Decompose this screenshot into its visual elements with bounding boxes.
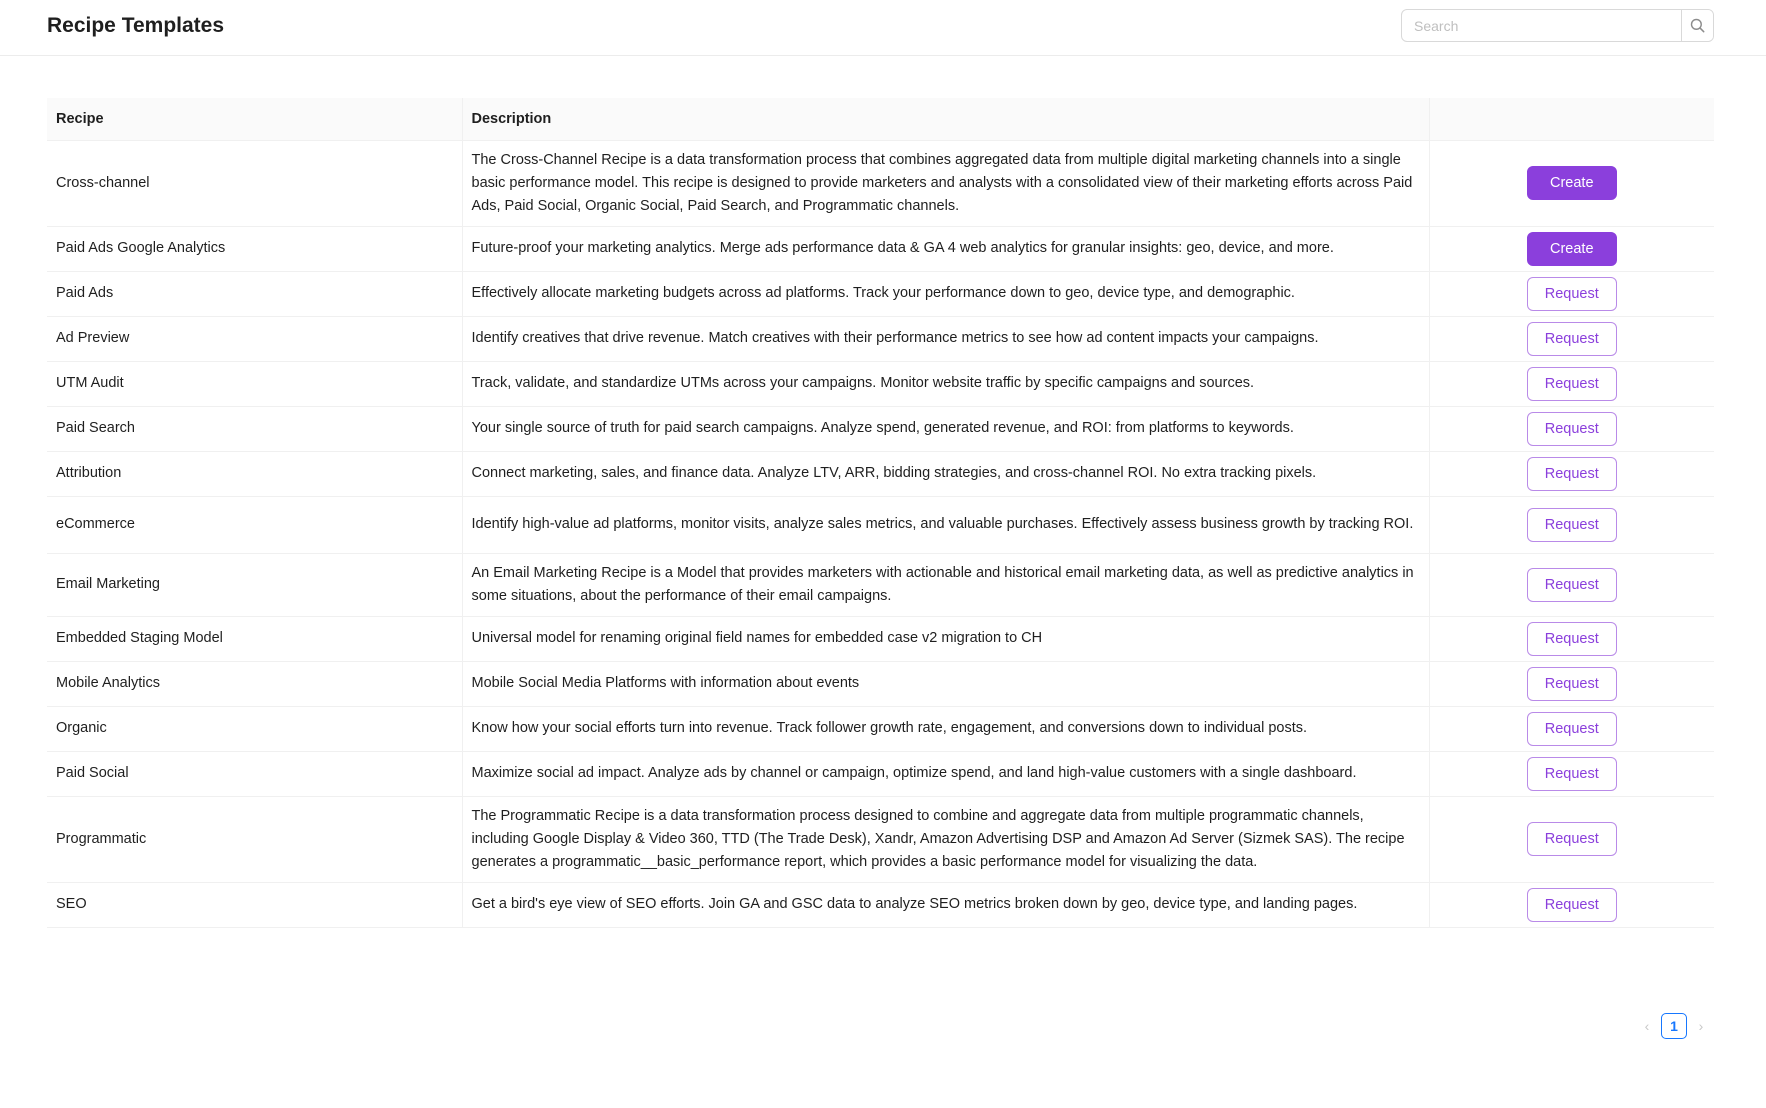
table-row	[47, 616, 1714, 661]
recipe-name: Paid Search	[47, 406, 462, 451]
table-row	[47, 316, 1714, 361]
page-header	[0, 0, 1766, 56]
table-row	[47, 661, 1714, 706]
recipe-description: Get a bird's eye view of SEO efforts. Join GA and GSC data to analyze SEO metrics broken down by geo, device type, and landing pages.	[462, 882, 1429, 927]
recipe-name: Ad Preview	[47, 316, 462, 361]
recipe-table	[47, 98, 1714, 928]
search-box	[1401, 9, 1714, 42]
recipe-description: The Cross-Channel Recipe is a data transformation process that combines aggregated data from multiple digital marketing channels into a single basic performance model. This recipe is designed to provide marketers and analysts with a consolidated view of their marketing efforts across Paid Ads, Paid Social, Organic Social, Paid Search, and Programmatic channels.	[462, 140, 1429, 226]
recipe-name: eCommerce	[47, 496, 462, 553]
search-icon	[1690, 18, 1705, 33]
request-button[interactable]: Request	[1527, 712, 1617, 746]
request-button[interactable]: Request	[1527, 322, 1617, 356]
recipe-name: UTM Audit	[47, 361, 462, 406]
recipe-description: Effectively allocate marketing budgets across ad platforms. Track your performance down to geo, device type, and demographic.	[462, 271, 1429, 316]
recipe-name: Cross-channel	[47, 140, 462, 226]
request-button[interactable]: Request	[1527, 757, 1617, 791]
recipe-name: Paid Ads Google Analytics	[47, 226, 462, 271]
table-row	[47, 496, 1714, 553]
action-cell	[1429, 140, 1714, 226]
pagination	[1641, 1013, 1707, 1039]
table-row	[47, 751, 1714, 796]
page-title: Recipe Templates	[47, 14, 225, 37]
request-button[interactable]: Request	[1527, 888, 1617, 922]
table-row	[47, 706, 1714, 751]
table-row	[47, 451, 1714, 496]
recipe-name: Mobile Analytics	[47, 661, 462, 706]
table-row	[47, 406, 1714, 451]
action-cell	[1429, 451, 1714, 496]
table-row	[47, 796, 1714, 882]
recipe-description: Track, validate, and standardize UTMs across your campaigns. Monitor website traffic by specific campaigns and sources.	[462, 361, 1429, 406]
recipe-description: Connect marketing, sales, and finance data. Analyze LTV, ARR, bidding strategies, and cross-channel ROI. No extra tracking pixels.	[462, 451, 1429, 496]
table-row	[47, 361, 1714, 406]
recipe-description: Identify creatives that drive revenue. Match creatives with their performance metrics to see how ad content impacts your campaigns.	[462, 316, 1429, 361]
recipe-name: Attribution	[47, 451, 462, 496]
search-input[interactable]	[1402, 10, 1681, 41]
pagination-page-1[interactable]: 1	[1661, 1013, 1687, 1039]
recipe-description: An Email Marketing Recipe is a Model that provides marketers with actionable and historical email marketing data, as well as predictive analytics in some situations, about the performance of their email campaigns.	[462, 553, 1429, 616]
action-cell	[1429, 316, 1714, 361]
table-row	[47, 140, 1714, 226]
column-header-action	[1429, 98, 1714, 140]
table-header-row	[47, 98, 1714, 140]
recipe-name: Embedded Staging Model	[47, 616, 462, 661]
action-cell	[1429, 616, 1714, 661]
pagination-next-button[interactable]: ›	[1698, 1018, 1704, 1034]
request-button[interactable]: Request	[1527, 667, 1617, 701]
action-cell	[1429, 882, 1714, 927]
pagination-prev-button[interactable]: ‹	[1644, 1018, 1650, 1034]
request-button[interactable]: Request	[1527, 367, 1617, 401]
search-button[interactable]	[1681, 10, 1713, 41]
recipe-description: Maximize social ad impact. Analyze ads by channel or campaign, optimize spend, and land high-value customers with a single dashboard.	[462, 751, 1429, 796]
recipe-name: Paid Social	[47, 751, 462, 796]
column-header-description: Description	[462, 98, 1429, 140]
action-cell	[1429, 496, 1714, 553]
recipe-name: SEO	[47, 882, 462, 927]
request-button[interactable]: Request	[1527, 568, 1617, 602]
table-row	[47, 882, 1714, 927]
recipe-description: Your single source of truth for paid search campaigns. Analyze spend, generated revenue, and ROI: from platforms to keywords.	[462, 406, 1429, 451]
table-row	[47, 226, 1714, 271]
create-button[interactable]: Create	[1527, 232, 1617, 266]
recipe-name: Paid Ads	[47, 271, 462, 316]
action-cell	[1429, 661, 1714, 706]
table-row	[47, 271, 1714, 316]
action-cell	[1429, 226, 1714, 271]
recipe-name: Email Marketing	[47, 553, 462, 616]
recipe-name: Programmatic	[47, 796, 462, 882]
recipe-description: Mobile Social Media Platforms with information about events	[462, 661, 1429, 706]
action-cell	[1429, 706, 1714, 751]
recipe-description: Identify high-value ad platforms, monitor visits, analyze sales metrics, and valuable purchases. Effectively assess business growth by tracking ROI.	[462, 496, 1429, 553]
action-cell	[1429, 271, 1714, 316]
recipe-description: Know how your social efforts turn into revenue. Track follower growth rate, engagement, and conversions down to individual posts.	[462, 706, 1429, 751]
action-cell	[1429, 406, 1714, 451]
action-cell	[1429, 796, 1714, 882]
request-button[interactable]: Request	[1527, 457, 1617, 491]
create-button[interactable]: Create	[1527, 166, 1617, 200]
request-button[interactable]: Request	[1527, 277, 1617, 311]
recipe-description: Future-proof your marketing analytics. Merge ads performance data & GA 4 web analytics for granular insights: geo, device, and more.	[462, 226, 1429, 271]
request-button[interactable]: Request	[1527, 508, 1617, 542]
recipe-name: Organic	[47, 706, 462, 751]
action-cell	[1429, 361, 1714, 406]
action-cell	[1429, 751, 1714, 796]
recipe-description: The Programmatic Recipe is a data transformation process designed to combine and aggregate data from multiple programmatic channels, including Google Display & Video 360, TTD (The Trade Desk), Xandr, Amazon Advertising DSP and Amazon Ad Server (Sizmek SAS). The recipe generates a programmatic__basic_performance report, which provides a basic performance model for visualizing the data.	[462, 796, 1429, 882]
request-button[interactable]: Request	[1527, 412, 1617, 446]
column-header-recipe: Recipe	[47, 98, 462, 140]
action-cell	[1429, 553, 1714, 616]
recipe-description: Universal model for renaming original field names for embedded case v2 migration to CH	[462, 616, 1429, 661]
table-row	[47, 553, 1714, 616]
request-button[interactable]: Request	[1527, 622, 1617, 656]
request-button[interactable]: Request	[1527, 822, 1617, 856]
